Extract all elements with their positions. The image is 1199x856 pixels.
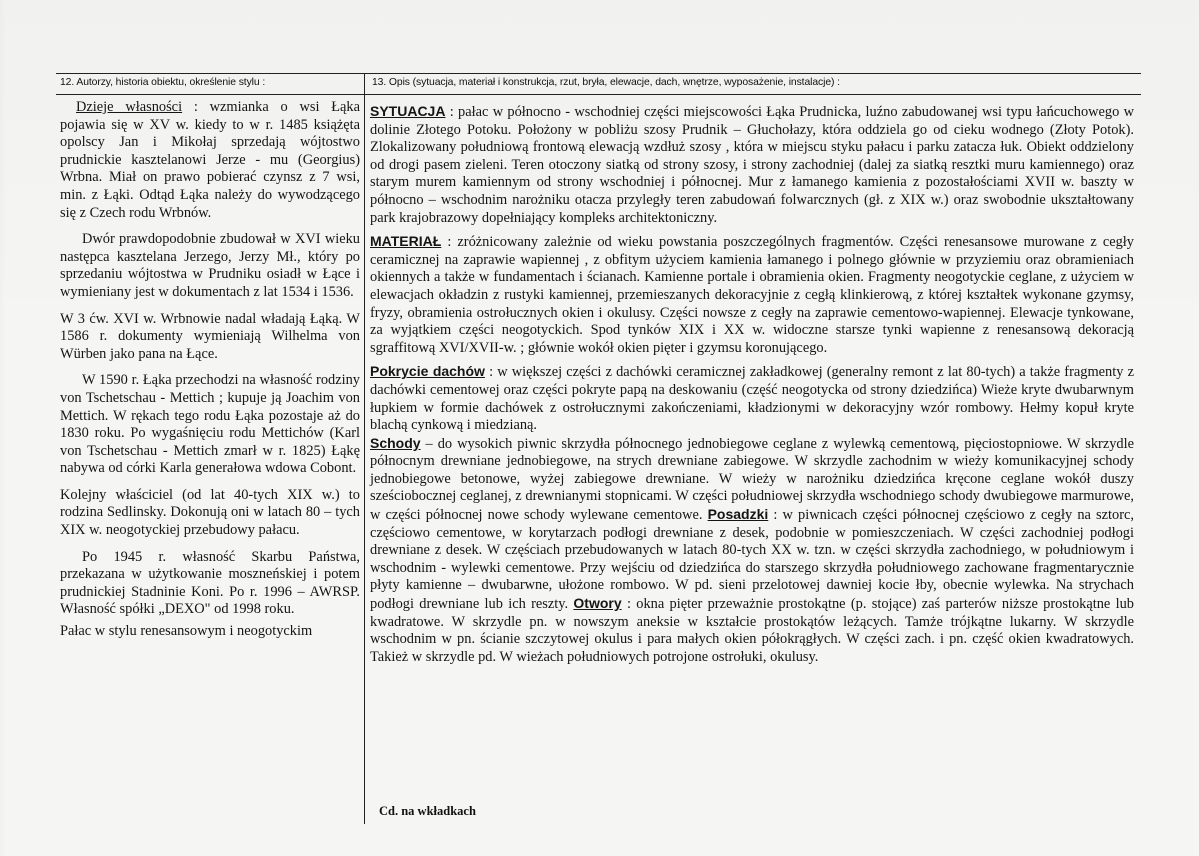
manor-paragraph: Dwór prawdopodobnie zbudował w XVI wieku następca kasztelana Jerzego, Jerzy Mł., który po sprzedaniu wójtostwa w Prudniku osiadł w Łące i wymieniany jest w dokumentach z lat 1534 i 1536. (60, 231, 360, 300)
roofing-heading: Pokrycie dachów (370, 363, 485, 380)
situation-heading: SYTUACJA (370, 103, 446, 119)
ownership-heading: Dzieje własności (76, 99, 183, 115)
field-12-label: 12. Autorzy, historia obiektu, określenie stylu : (60, 77, 266, 88)
sedlinsky-paragraph: Kolejny właściciel (od lat 40-tych XIX w.) to rodzina Sedlinsky. Dokonują oni w latach 80 – tych XIX w. neogotyckiej przebudowy pałacu. (60, 486, 360, 539)
history-column (60, 99, 360, 650)
stairs-text: – do wysokich piwnic skrzydła północnego jednobiegowe ceglane z wylewką cementową, pięciostopniowe. W skrzydle północnym drewniane jednobiegowe, na strych drewniane zabiegowe. W skrzydle zachodnim w wieży komunikacyjnej schody jednobiegowe betonowe, wyżej zabiegowe drewniane. W wieży w narożniku dziedzińca kręcone ceglane wokół duszy sześciobocznej ceglanej, z drewnianymi stopnicami. W części południowej skrzydła wschodniego schody dwubiegowe marmurowe, w części północnej nowe schody wylewane cementowe. (370, 435, 1134, 524)
postwar-paragraph: Po 1945 r. własność Skarbu Państwa, przekazana w użytkowanie mosznеńskiej i potem prudnickiej Stadninie Koni. Po r. 1996 – AWRSP. Własność spółki „DEXO" od 1998 roku. (60, 548, 360, 618)
roofing-text: : w większej części z dachówki ceramicznej zakładkowej (generalny remont z lat 80-tych) a także fragmenty z dachówki cementowej oraz części pokryte papą na deskowaniu (część neogotycka od strony dziedzińca) Wieże kryte dwubarwnym łupkiem w formie dachówek z ostrołucznymi zakończeniami, kładzionymi w dekoracyjny wzór rombowy. Hełmy kopuł kryte blachą cynkową i miedzianą. (370, 364, 1134, 434)
openings-text: : okna pięter przeważnie prostokątne (p. stojące) zaś parterów niższe prostokątne lub kwadratowe. W skrzydle pn. w nowszym aneksie w kształcie prostokątów leżących. Tamże trójkątne lukarny. W skrzydle wschodnim w pn. ścianie szczytowej okulus i para małych okien półokrągłych. W części zach. i pn. część okien kwadratowych. Takież w skrzydle pd. W wieżach południowych potrojone ostrołuki, okulusy. (370, 596, 1134, 665)
openings-heading: Otwory (573, 595, 622, 612)
ownership-text: : wzmianka o wsi Łąka pojawia się w XV w. kiedy to w r. 1485 książęta opolscy Jan i Mikołaj sprzedają wójtostwo prudnickie kasztelanowi Jerze - mu (Georgius) Wrbna. Miał on prawo pobierać czynsz z 7 wsi, min. z Łąki. Odtąd Łąka należy do wywodzącego się z Czech rodu Wrbnów. (60, 99, 360, 221)
mettich-paragraph: W 1590 r. Łąka przechodzi na własność rodziny von Tschetschau - Mettich ; kupuje ją Joachim von Mettich. W rękach tego rodu Łąka pozostaje aż do 1830 roku. Po wygaśnięciu rodu Mettichów (Karl von Tschetschau - Mettich zmarł w r. 1825) Łąkę nabywa od córki Karla generałowa wdowa Cobont. (60, 372, 360, 477)
material-paragraph (370, 233, 1134, 357)
stairs-floors-paragraph (370, 435, 1134, 667)
wrbna-paragraph: W 3 ćw. XVI w. Wrbnowie nadal władają Łąką. W 1586 r. dokumenty wymieniają Wilhelma von Würben jako pana na Łące. (60, 310, 360, 362)
situation-text: : pałac w północno - wschodniej części miejscowości Łąka Prudnicka, luźno zabudowanej wsi typu łańcuchowego w dolinie Złotego Potoku. Położony w pobliżu szosy Prudnik – Głuchołazy, która oddziela go od cieku wodnego (Złoty Potok). Zlokalizowany południową frontową elewacją wzdłuż szosy , która w miejscu styku pałacu i parku zatacza łuk. Obiekt oddzielony od drogi pasem zieleni. Teren otoczony siatką od strony szosy, i strony zachodniej (dalej za siatką resztki muru kamiennego) oraz starym murem kamiennym od strony wschodniej i północnej. Mur z łamanego kamienia z pozostałościami XVII w. baszty w północno – wschodnim narożniku otacza przyległy teren zabudowań folwarcznych (gł. z XIX w.) oraz swobodnie ukształtowany park krajobrazowy dopełniający kompleks architektoniczny. (370, 104, 1134, 226)
floors-heading: Posadzki (707, 506, 769, 523)
description-column (370, 103, 1134, 666)
header-divider-rule (56, 94, 1141, 95)
floors-text: : w piwnicach części północnej częściowo z cegły na sztorc, częściowo cementowe, w korytarzach podłogi drewniane z desek, podobnie w pomieszczeniach. W części zachodniej podłogi drewniane z desek. W częściach przebudowanych w latach 80-tych XX w. tzn. w części skrzydła zachodniego, w południowym i wschodnim - wylewki cementowe. Przy wejściu od dziedzińca do starszego skrzydła południowego zachowane fragmentarycznie płyty kamienne – dwubarwne, ułożone rombowo. W pd. sieni przelotowej dawniej kocie łby, obecnie wylewka. Na strychach podłogi drewniane lub ich reszty. (370, 507, 1134, 613)
material-text: : zróżnicowany zależnie od wieku powstania poszczególnych fragmentów. Części renesansowe murowane z cegły ceramicznej na zaprawie wapiennej , z obfitym użyciem kamienia łamanego i polnego głównie w przyziemiu oraz obramieniach okiennych a także w fundamentach i ścianach. Kamienne portale i obramienia okien. Fragmenty neogotyckie ceglane, z użyciem w elewacjach okładzin z rustyki kamiennej, przemieszanych dekoracyjnie z cegłą klinkierową, z której kształtek wykonane gzymsy, fryzy, obramienia ostrołucznych okien i okulusy. Części nowsze z cegły na zaprawie cementowo-wapiennej. Elewacje tynkowane, za wyjątkiem części neogotyckich. Spod tynków XIX i XX w. widoczne starsze tynki wapienne z renesansową dekoracją sgraffitową XVI/XVII-w. ; głównie wokół okien pięter i gzymsu koronującego. (370, 234, 1134, 356)
column-divider-rule (364, 73, 365, 824)
material-heading: MATERIAŁ (370, 233, 442, 250)
form-top-rule (56, 73, 1141, 74)
situation-paragraph (370, 103, 1134, 227)
style-paragraph: Pałac w stylu renesansowym i neogotyckim (60, 623, 313, 640)
stairs-heading: Schody (370, 434, 421, 451)
ownership-paragraph (60, 99, 360, 222)
roofing-paragraph (370, 363, 1134, 434)
field-13-label: 13. Opis (sytuacja, materiał i konstrukcja, rzut, bryła, elewacje, dach, wnętrze, wyposażenie, instalacje) : (372, 77, 840, 88)
continued-note: Cd. na wkładkach (379, 804, 476, 818)
